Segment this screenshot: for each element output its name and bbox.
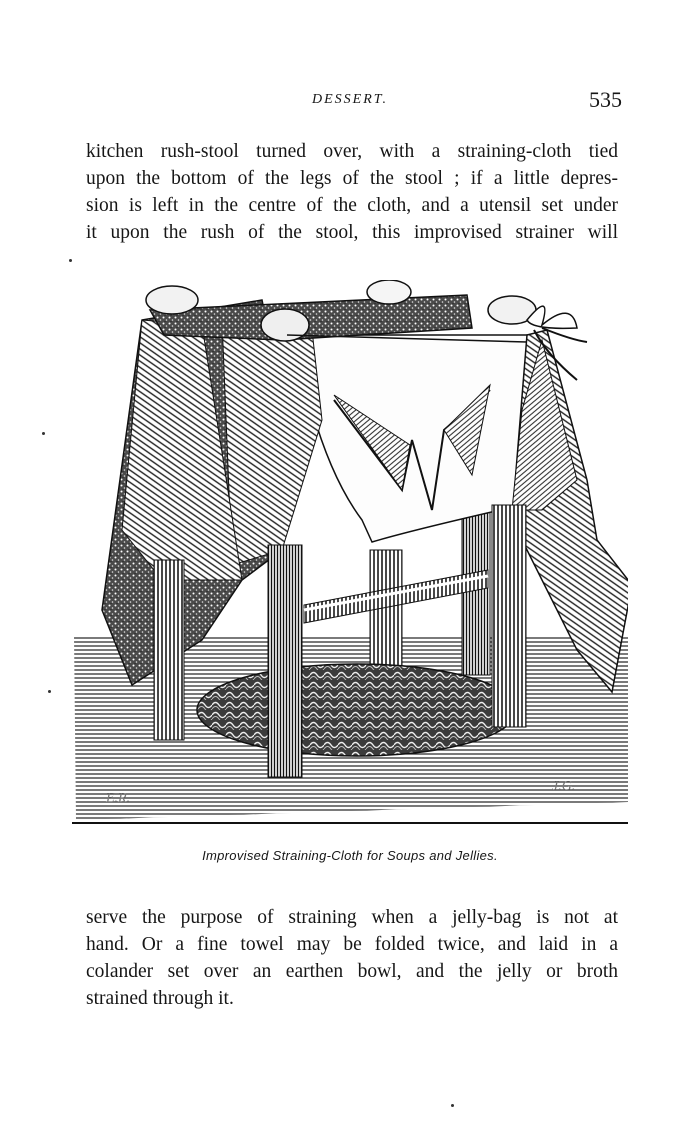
text-line: serve the purpose of straining when a jelly-bag is not at [86,907,618,928]
text-line: colander set over an earthen bowl, and the jelly or broth [86,961,618,982]
text-line: it upon the rush of the stool, this improvised strainer will [86,222,618,243]
figure-caption: Improvised Straining-Cloth for Soups and Jellies. [202,848,498,863]
text-line: kitchen rush-stool turned over, with a straining-cloth tied [86,141,618,162]
text-line: upon the bottom of the legs of the stool ; if a little depres- [86,168,618,189]
engraving-illustration [72,280,628,828]
running-title: DESSERT. [311,92,388,107]
paragraph-bottom [86,904,618,1012]
straining-cloth-engraving [72,280,628,828]
running-head [0,87,700,116]
text-line: strained through it. [86,988,234,1009]
engraver-signature-left: E.R. [106,791,131,806]
engraver-signature-right: J.G. [552,779,576,794]
paragraph-top [86,138,618,246]
print-speck [69,259,72,262]
text-line: hand. Or a fine towel may be folded twice, and laid in a [86,934,618,955]
text-line: sion is left in the centre of the cloth, and a utensil set under [86,195,618,216]
print-speck [48,690,51,693]
print-speck [42,432,45,435]
print-speck [451,1104,454,1107]
page-number: 535 [589,87,622,112]
